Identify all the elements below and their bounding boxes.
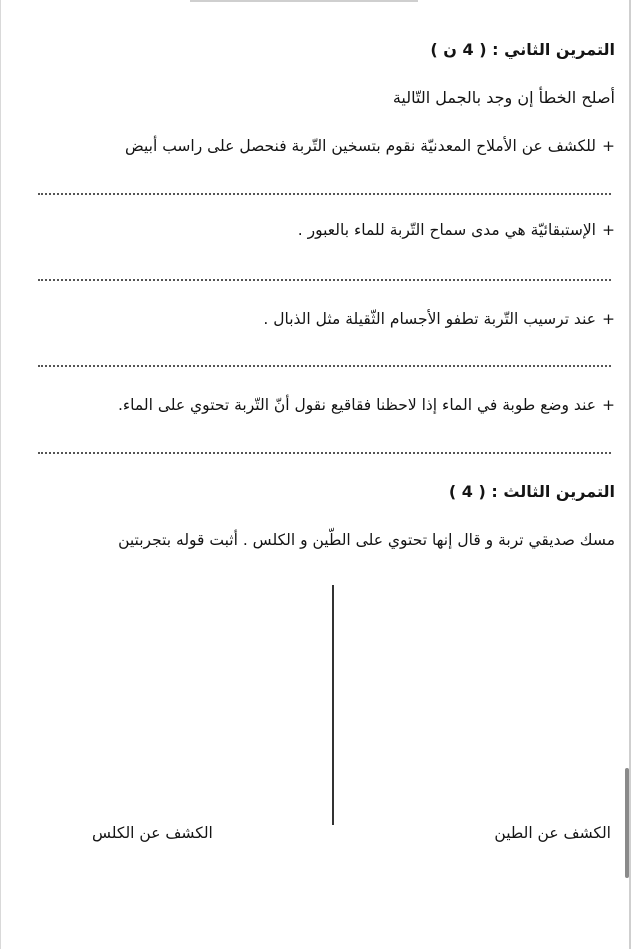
item-text: عند ترسيب التّربة تطفو الأجسام الثّقيلة مثل الذبال . xyxy=(263,310,596,328)
item-text: الإستبقائيّة هي مدى سماح التّربة للماء بالعبور . xyxy=(297,221,596,239)
exercise3-title: التمرين الثالث : ( 4 ) xyxy=(448,482,615,501)
bullet-mark: + xyxy=(602,396,615,414)
lime-detection-label: الكشف عن الكلس xyxy=(92,824,213,842)
bullet-mark: + xyxy=(602,221,615,239)
bullet-mark: + xyxy=(602,310,615,328)
exercise3-prompt: مسك صديقي تربة و قال إنها تحتوي على الطّين و الكلس . أثبت قوله بتجربتين xyxy=(118,531,615,549)
answer-line-2[interactable] xyxy=(38,279,611,281)
page-right-edge xyxy=(629,0,631,949)
scrollbar-thumb[interactable] xyxy=(625,768,629,878)
exercise2-item-1 xyxy=(125,137,615,155)
page-left-edge xyxy=(0,0,1,949)
exercise2-title: التمرين الثاني : ( 4 ن ) xyxy=(430,40,615,59)
bullet-mark: + xyxy=(602,137,615,155)
exercise2-instruction: أصلح الخطأ إن وجد بالجمل التّالية xyxy=(392,88,615,107)
exercise2-item-4 xyxy=(118,396,615,414)
clay-detection-label: الكشف عن الطين xyxy=(494,824,611,842)
exercise2-item-3 xyxy=(263,310,615,328)
answer-line-1[interactable] xyxy=(38,193,611,195)
answer-line-4[interactable] xyxy=(38,452,611,454)
column-divider xyxy=(332,585,334,825)
top-rule xyxy=(190,0,418,2)
answer-line-3[interactable] xyxy=(38,365,611,367)
item-text: عند وضع طوبة في الماء إذا لاحظنا فقاقيع نقول أنّ التّربة تحتوي على الماء. xyxy=(117,396,596,414)
item-text: للكشف عن الأملاح المعدنيّة نقوم بتسخين التّربة فنحصل على راسب أبيض xyxy=(124,137,596,155)
exercise2-item-2 xyxy=(298,221,615,239)
